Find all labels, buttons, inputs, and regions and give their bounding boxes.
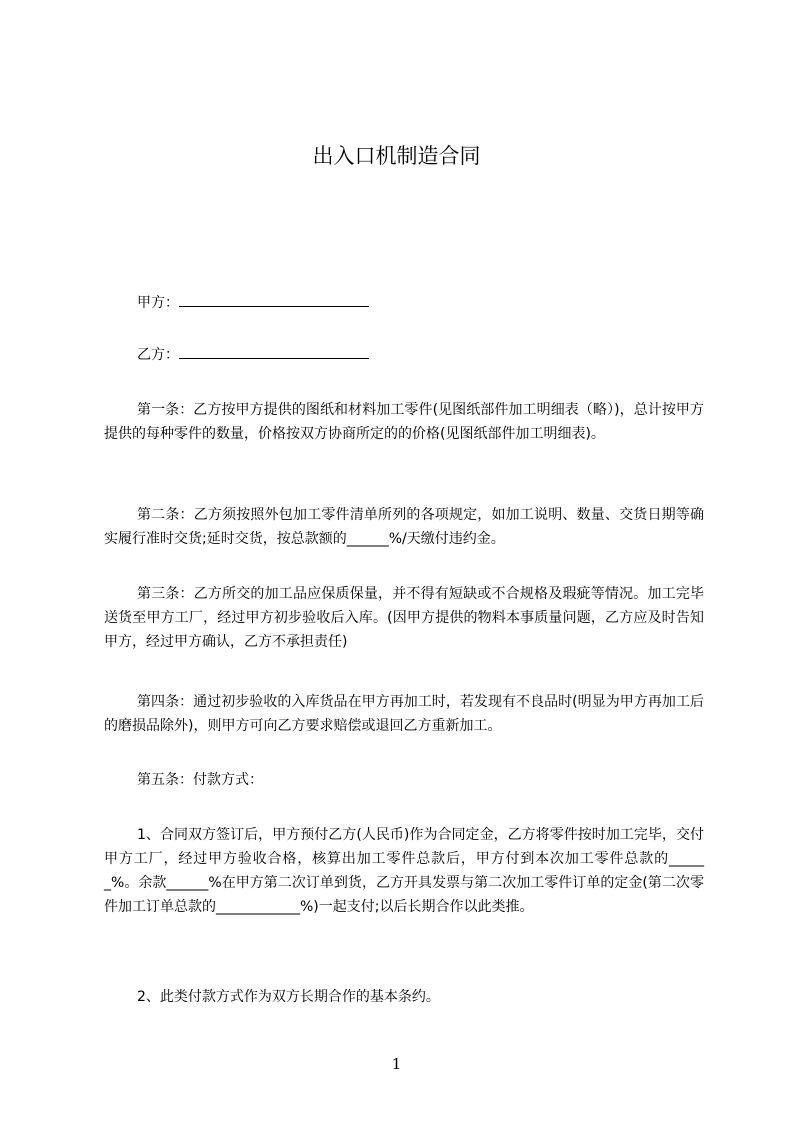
article-2: 第二条：乙方须按照外包加工零件清单所列的各项规定，如加工说明、数量、交货日期等确实履行准时交货;延时交货，按总款额的______%/天缴付违约金。 — [104, 507, 704, 547]
party-b-blank — [179, 344, 369, 359]
party-a-field — [137, 292, 369, 313]
payment-item-1: 1、合同双方签订后，甲方预付乙方(人民币)作为合同定金，乙方将零件按时加工完毕，交付甲方工厂，经过甲方验收合格，核算出加工零件总款后，甲方付到本次加工零件总款的______%。余款______%在甲方第二次订单到货，乙方开具发票与第二次加工零件订单的定金(第二次零件加工订单总款的____________%)一起支付;以后长期合作以此类推。 — [104, 827, 704, 915]
article-3: 第三条：乙方所交的加工品应保质保量，并不得有短缺或不合规格及瑕疵等情况。加工完毕送货至甲方工厂，经过甲方初步验收后入库。(因甲方提供的物料本事质量问题，乙方应及时告知甲方，经过甲方确认，乙方不承担责任) — [104, 586, 704, 650]
payment-item-2: 2、此类付款方式作为双方长期合作的基本条约。 — [137, 989, 440, 1005]
page-number: 1 — [391, 1055, 402, 1073]
party-b-field — [137, 344, 369, 365]
article-5-heading: 第五条：付款方式： — [137, 772, 263, 788]
article-1: 第一条：乙方按甲方提供的图纸和材料加工零件(见图纸部件加工明细表（略）)，总计按甲方提供的每种零件的数量，价格按双方协商所定的的价格(见图纸部件加工明细表)。 — [104, 402, 704, 442]
party-a-label: 甲方： — [137, 295, 179, 311]
party-a-blank — [179, 292, 369, 307]
document-title: 出入口机制造合同 — [312, 144, 481, 168]
article-4: 第四条：通过初步验收的入库货品在甲方再加工时，若发现有不良品时(明显为甲方再加工后的磨损品除外)，则甲方可向乙方要求赔偿或退回乙方重新加工。 — [104, 694, 704, 734]
party-b-label: 乙方： — [137, 347, 179, 363]
